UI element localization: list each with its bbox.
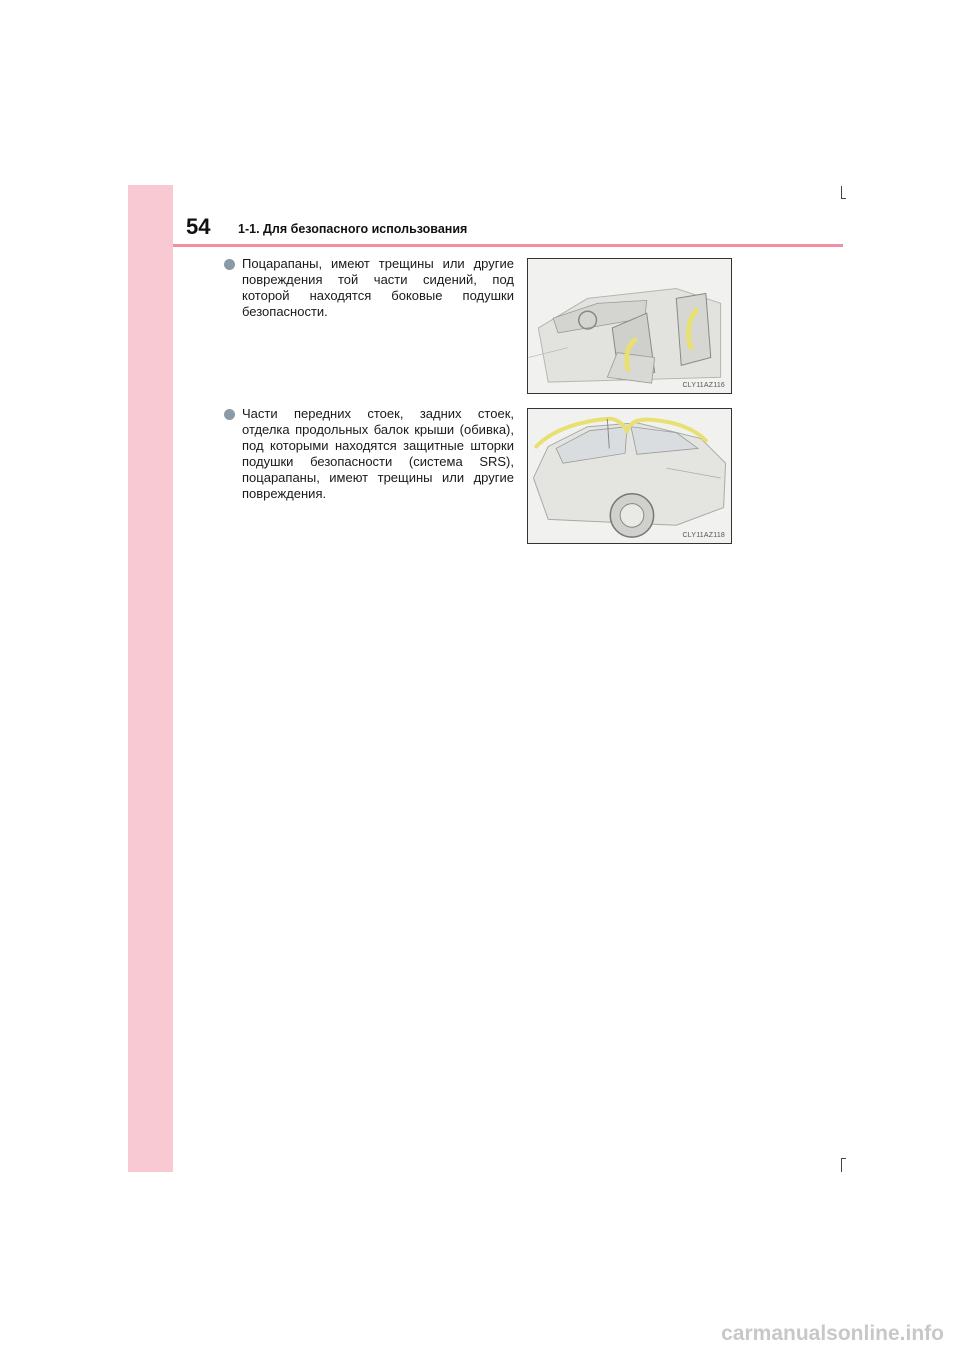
figure-code: CLY11AZ116 — [682, 382, 725, 389]
bullet-item — [224, 256, 514, 320]
side-color-strip — [128, 185, 173, 1172]
bullet-dot-icon — [224, 259, 235, 270]
crop-mark-top-foot — [841, 198, 846, 199]
header-rule — [173, 244, 843, 247]
bullet-text: Поцарапаны, имеют трещины или другие повреждения той части сидений, под которой находятся боковые подушки безопасности. — [242, 256, 514, 319]
curtain-airbags-illustration — [528, 409, 731, 543]
watermark: carmanualsonline.info — [721, 1322, 944, 1345]
figure-seat-airbags — [527, 258, 732, 394]
crop-mark-bottom — [841, 1158, 842, 1172]
bullet-text: Части передних стоек, задних стоек, отделка продольных балок крыши (обивка), под которыми находятся защитные шторки подушки безопасности (система SRS), поцарапаны, имеют трещины или другие повреждения. — [242, 406, 514, 501]
bullet-dot-icon — [224, 409, 235, 420]
bullet-item — [224, 406, 514, 502]
page-number: 54 — [186, 214, 211, 239]
crop-mark-bottom-foot — [841, 1158, 846, 1159]
figure-code: CLY11AZ118 — [682, 532, 725, 539]
section-title: 1-1. Для безопасного использования — [238, 222, 468, 236]
figure-curtain-airbags — [527, 408, 732, 544]
seat-airbags-illustration — [528, 259, 731, 393]
